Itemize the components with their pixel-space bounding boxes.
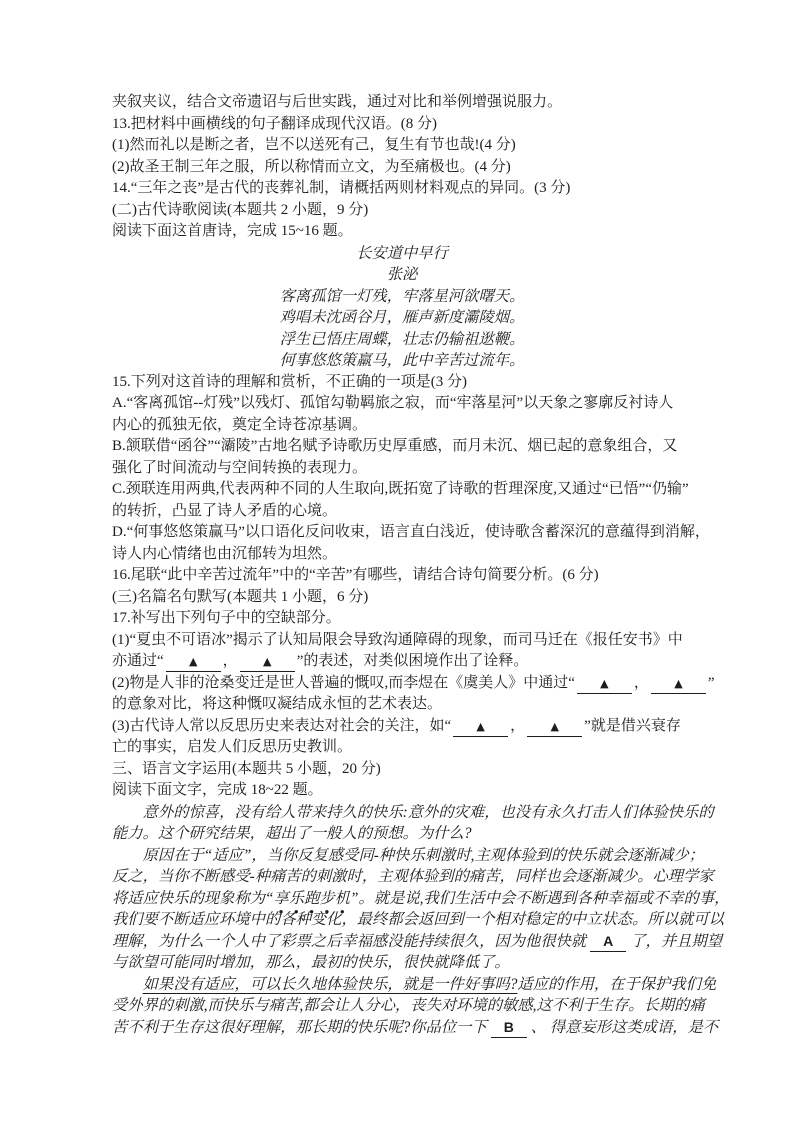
text-segment: (3)古代诗人常以反思历史来表达对社会的关注，如“ (112, 717, 452, 734)
text-line (112, 458, 692, 480)
text-line (112, 286, 692, 308)
text-segment: ， (222, 653, 238, 669)
text-line (112, 135, 692, 157)
text-segment: A.“客离孤馆--灯残”以残灯、孤馆勾勒羁旅之寂，而“牢落星河”以天象之寥廓反衬诗人 (112, 395, 674, 411)
text-line (112, 178, 692, 200)
text-segment: 、 得意妄形这类成语，是不 (530, 1018, 719, 1036)
text-segment: 13.把材料中画横线的句子翻译成现代汉语。(8 分) (112, 115, 437, 132)
text-segment: ， (633, 674, 649, 691)
text-segment: 苦不利于生存这很好理解，那长期的快乐呢?你品位一下 (112, 1018, 487, 1036)
text-segment: 客离孤馆一灯残，牢落星河欲曙天。 (279, 287, 525, 305)
text-line (112, 673, 715, 695)
text-segment: C.颈联连用两典,代表两种不同的人生取向,既拓宽了诗歌的哲理深度,又通过“已悟”“仍输” (112, 481, 689, 497)
text-line (112, 974, 717, 996)
text-segment: 强化了时间流动与空间转换的表现力。 (112, 459, 368, 476)
text-line (112, 823, 692, 845)
text-segment: ”的表述，对类似困境作出了诠释。 (296, 653, 529, 669)
text-line (112, 587, 692, 609)
text-line (112, 479, 692, 501)
text-segment: ” (707, 674, 715, 691)
text-segment: 原因在于“适应”，当你反复感受同-种快乐刺激时,主观体验到的快乐就会逐渐减少； (112, 846, 704, 864)
text-line (112, 995, 705, 1017)
text-segment: 浮生已悟庄周蝶，壮志仍输祖逖鞭。 (279, 330, 525, 348)
text-segment: 受外界的刺激,而快乐与痛苦,都会让人分心，丧失对环境的敏感,这不利于生存。长期的痛 (112, 997, 705, 1014)
text-line (112, 329, 692, 351)
text-line (112, 737, 692, 759)
text-line (112, 931, 723, 953)
text-line (112, 157, 692, 179)
document-content (112, 92, 730, 1038)
text-segment: 诗人内心情绪也由沉郁转为坦然。 (112, 545, 338, 562)
text-line (112, 759, 692, 781)
text-line (112, 565, 692, 587)
text-line (112, 780, 692, 802)
text-segment: 能力。这个研究结果，超出了一般人的预想。为什么? (112, 825, 472, 842)
answer-blank: ▲ (651, 674, 706, 694)
text-segment: 阅读下面这首唐诗，完成 15~16 题。 (112, 223, 353, 239)
text-line (112, 866, 714, 888)
text-line (112, 651, 692, 673)
text-segment: 内心的孤独无依，奠定全诗苍凉基调。 (112, 416, 368, 433)
text-segment: 将适应快乐的现象称为“ (112, 889, 274, 907)
text-line (112, 716, 692, 738)
text-segment: (三)名篇名句默写(本题共 1 小题，6 分) (112, 588, 369, 605)
text-line (112, 372, 692, 394)
text-line (112, 350, 692, 372)
text-line (112, 501, 692, 523)
text-line (112, 544, 692, 566)
text-segment: 的意象对比，将这种慨叹凝结成永恒的艺术表达。 (112, 696, 443, 712)
answer-blank: ▲ (577, 674, 632, 694)
text-line (112, 200, 692, 222)
text-segment: B.颔联借“函谷”“灞陵”古地名赋予诗歌历史厚重感，而月未沉、烟已起的意象组合，又 (112, 438, 678, 454)
text-segment: 何事悠悠策羸马，此中辛苦过流年。 (279, 352, 525, 369)
text-segment: 的转折，凸显了诗人矛盾的心境。 (112, 502, 338, 519)
text-segment: 意外的惊喜，没有给人带来持久的快乐:意外的灾难，也没有永久打击人们体验快乐的 (112, 803, 714, 821)
text-line (112, 114, 692, 136)
text-line (112, 888, 730, 910)
text-segment: 16.尾联“此中辛苦过流年”中的“辛苦”有哪些，请结合诗句简要分析。(6 分) (112, 567, 599, 583)
text-segment: 14.“三年之丧”是古代的丧葬礼制，请概括两则材料观点的异同。(3 分) (112, 180, 571, 196)
text-segment: 亡的事实，启发人们反思历史教训。 (112, 739, 353, 755)
text-segment: 张泌 (386, 266, 418, 283)
text-segment: 理解，为什么一个人中了彩票之后幸福感没能持续很久，因为他很快就 (112, 932, 587, 950)
emphasized-term: 享乐跑步机 (273, 889, 350, 907)
text-segment: (2)物是人非的沧桑变迁是世人普遍的慨叹,而李煜在《虞美人》中通过“ (112, 674, 575, 691)
text-segment: 长安道中早行 (356, 244, 448, 262)
text-segment: 三、语言文字运用(本题共 5 小题，20 分) (112, 760, 381, 777)
text-segment: 反之，当你不断感受-种痛苦的刺激时，主观体验到的痛苦，同样也会逐渐减少。心理学家 (112, 868, 714, 885)
answer-blank-letter: A (590, 932, 626, 952)
text-line (112, 694, 692, 716)
answer-blank: ▲ (166, 652, 221, 672)
text-segment: ”。就是说,我们生活中会不断遇到各种幸福或不幸的事， (349, 889, 730, 907)
text-line (112, 952, 692, 974)
text-line (112, 415, 692, 437)
text-line (112, 92, 692, 114)
text-segment: 阅读下面文字，完成 18~22 题。 (112, 782, 323, 798)
text-segment: 了，并且期望 (630, 932, 723, 950)
text-line (112, 1017, 719, 1039)
text-segment: (1)然而礼以是断之者，岂不以送死有己，复生有节也哉!(4 分) (112, 137, 516, 153)
text-segment: (二)古代诗歌阅读(本题共 2 小题，9 分) (112, 201, 369, 218)
text-line (112, 802, 714, 824)
text-segment: 我们要不断适应环境中的各种变化，最终都会返回到一个相对稳定的中立状态。所以就可以 (112, 911, 724, 928)
text-line (112, 909, 724, 931)
answer-blank: ▲ (240, 652, 295, 672)
text-line (112, 307, 692, 329)
text-segment: (1)“夏虫不可语冰”揭示了认知局限会导致沟通障碍的现象，而司马迁在《报任安书》中 (112, 631, 683, 648)
text-segment: ”就是借兴衰存 (584, 717, 681, 734)
text-segment: 15.下列对这首诗的理解和赏析，不正确的一项是(3 分) (112, 373, 467, 390)
text-segment (112, 976, 143, 993)
text-segment: 与欲望可能同时增加，那么，最初的快乐，很快就降低了。 (112, 954, 510, 971)
answer-blank: ▲ (527, 717, 582, 737)
text-line (112, 264, 692, 286)
answer-blank-letter: B (491, 1018, 527, 1038)
underlined-sentence: 如果没有适应，可以长久地体验快乐，就是一件好事吗? (142, 975, 518, 993)
text-segment: (2)故圣王制三年之服，所以称情而立文，为至痛极也。(4 分) (112, 158, 511, 175)
text-line (112, 436, 692, 458)
text-line (112, 630, 692, 652)
answer-blank: ▲ (453, 717, 508, 737)
text-segment: 17.补写出下列句子中的空缺部分。 (112, 610, 341, 626)
text-segment: 亦通过“ (112, 653, 164, 669)
text-line (112, 845, 704, 867)
text-line (112, 243, 692, 265)
text-line (112, 608, 692, 630)
text-segment: ， (510, 717, 526, 734)
text-line (112, 522, 710, 544)
text-segment: 夹叙夹议，结合文帝遗诏与后世实践，通过对比和举例增强说服力。 (112, 94, 563, 110)
text-segment: 适应的作用，在于保护我们免 (517, 975, 717, 993)
text-line (112, 393, 692, 415)
text-segment: 鸡唱未沈函谷月，雁声新度灞陵烟。 (279, 309, 525, 326)
text-line (112, 221, 692, 243)
text-segment: D.“何事悠悠策赢马”以口语化反问收束，语言直白浅近，使诗歌含蓄深沉的意蕴得到消解， (112, 524, 710, 540)
